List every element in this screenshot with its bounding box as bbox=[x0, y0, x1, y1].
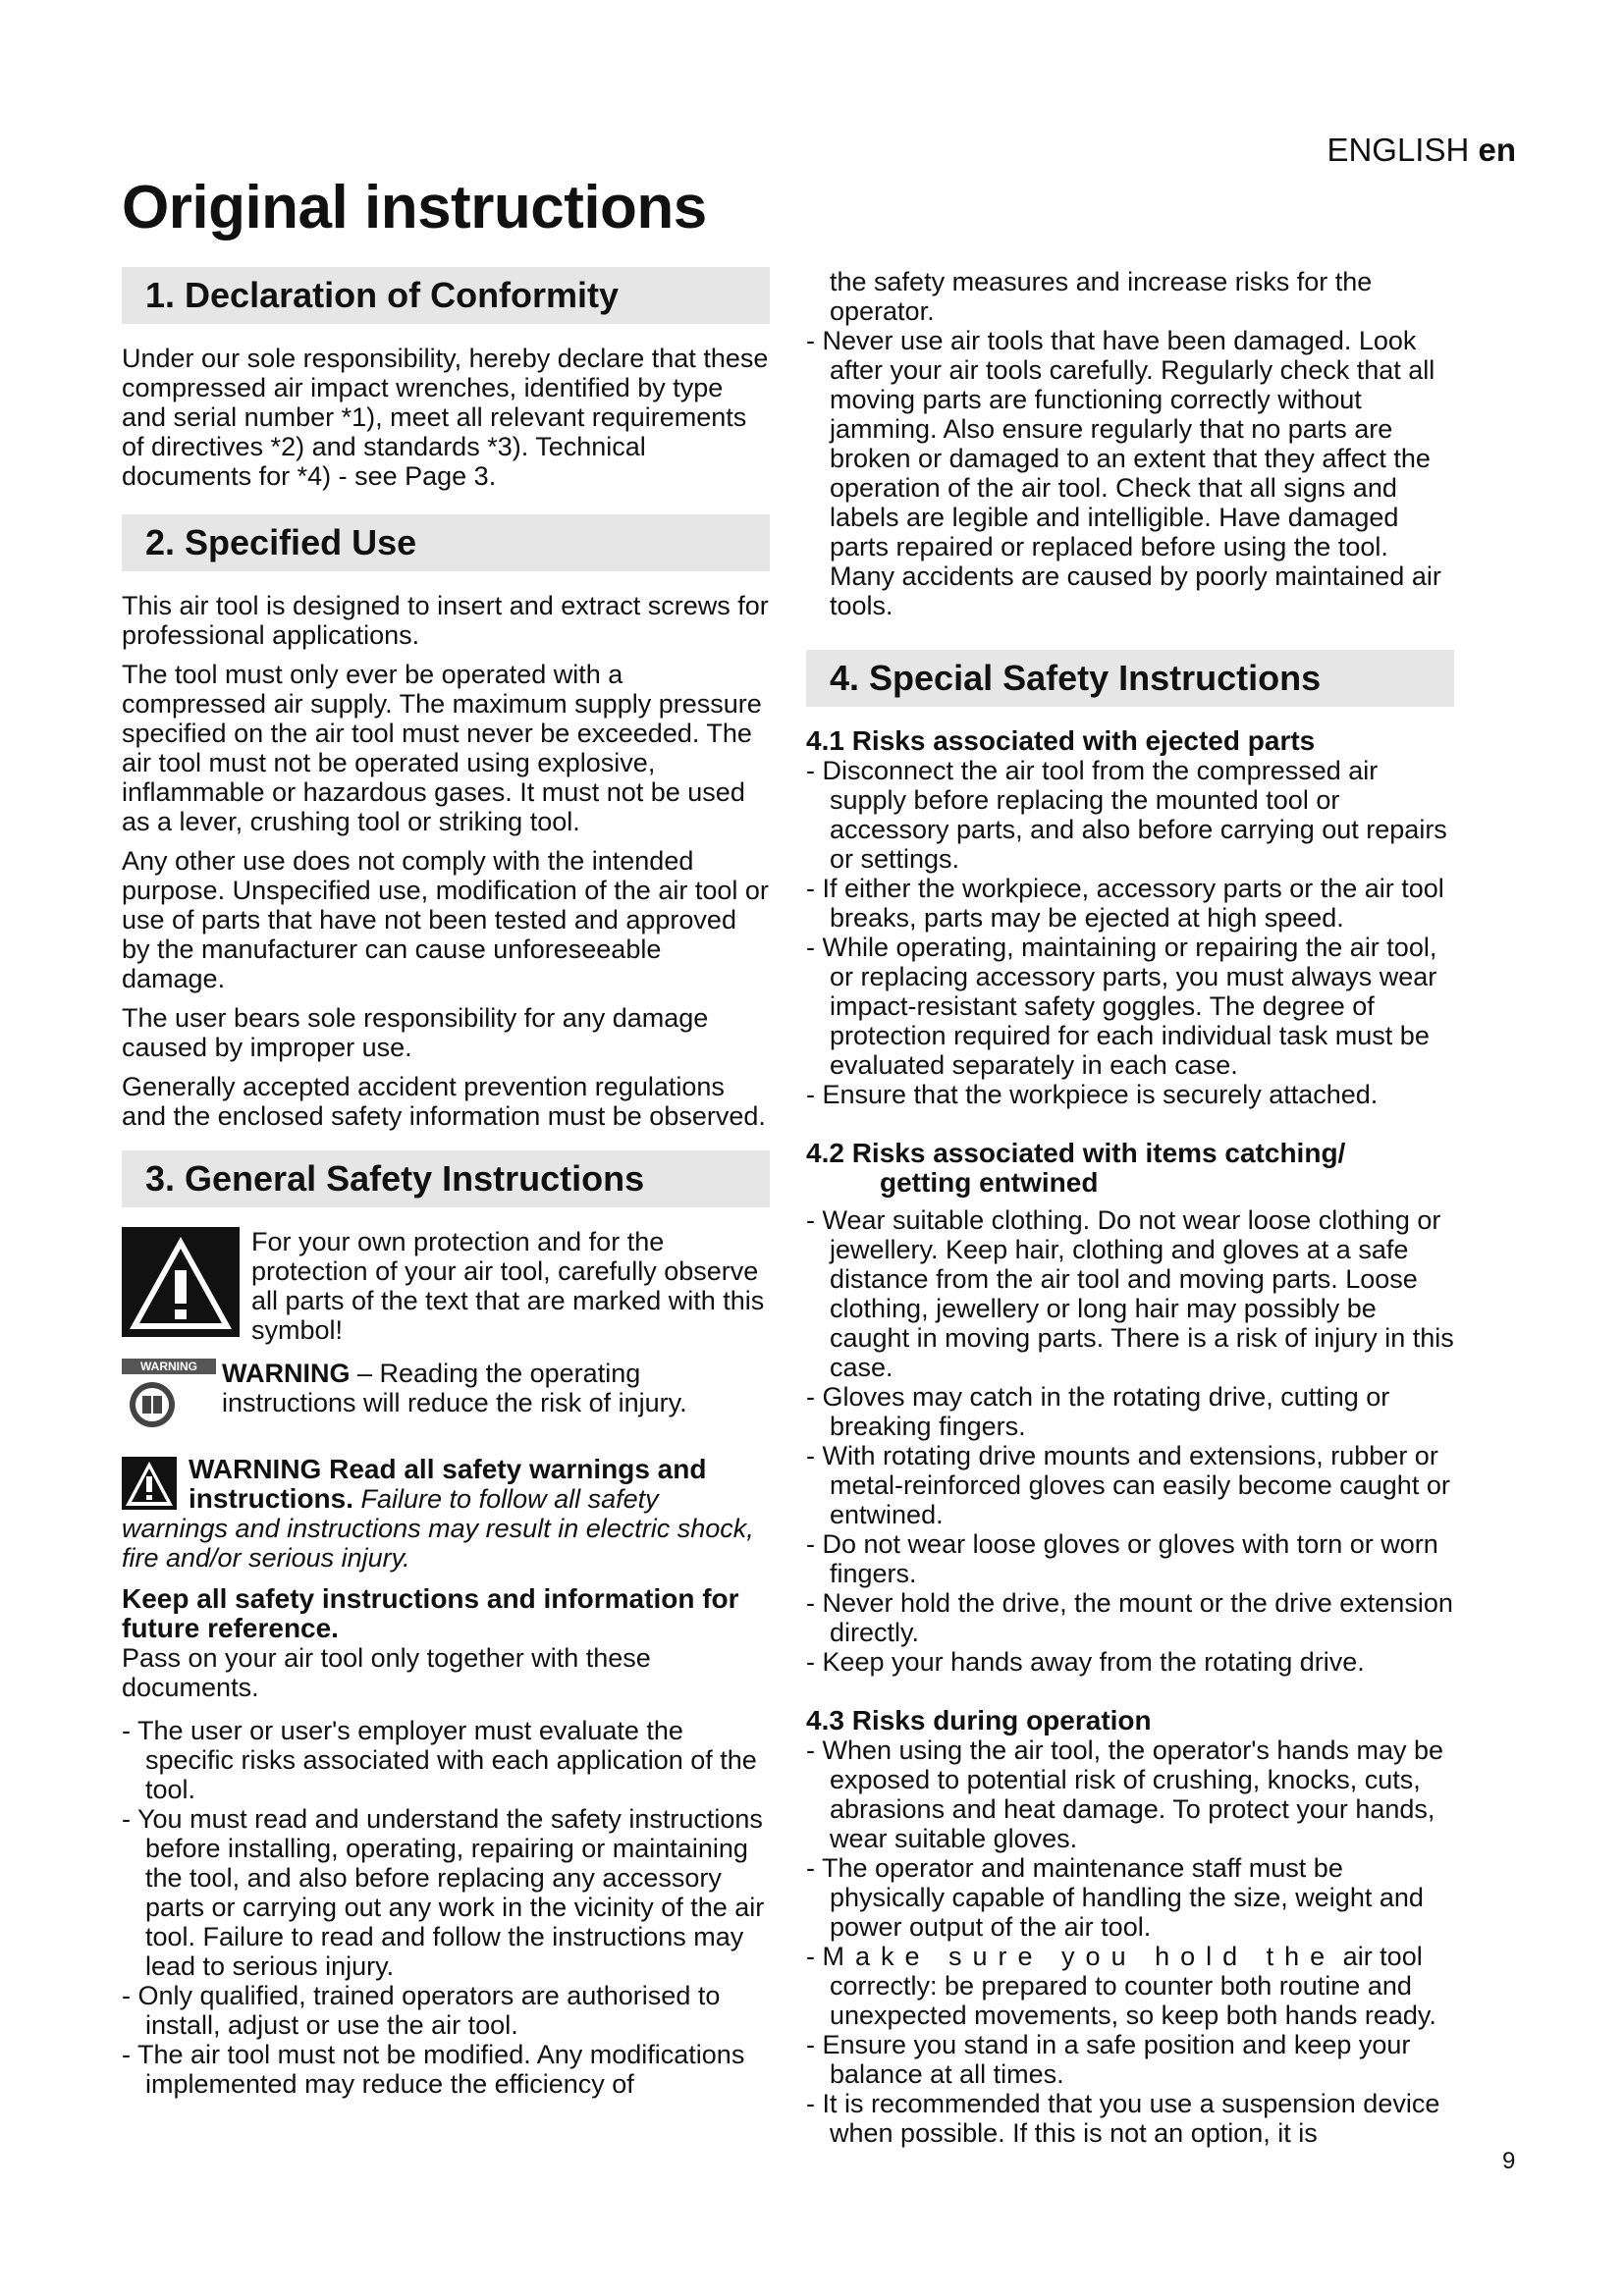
list-item: - You must read and understand the safety instructions before installing, operating, repairing or maintaining the tool, and also before replacing any accessory parts or carrying out any work in the vicinity of the air tool. Failure to read and follow the instructions may lead to serious injury. bbox=[122, 1804, 770, 1981]
list-item: - Ensure you stand in a safe position and keep your balance at all times. bbox=[806, 2030, 1454, 2089]
read-manual-warning bbox=[122, 1359, 770, 1429]
subsection-4-3-list bbox=[806, 1735, 1454, 2148]
section-2-para: The user bears sole responsibility for any damage caused by improper use. bbox=[122, 1003, 709, 1062]
subsection-4-1-list bbox=[806, 756, 1454, 1109]
subsection-4-2-list bbox=[806, 1205, 1454, 1677]
keep-instructions-bold: Keep all safety instructions and information for future reference. bbox=[122, 1583, 739, 1643]
symbol-notice bbox=[122, 1227, 770, 1345]
warning-label: WARNING bbox=[222, 1359, 351, 1388]
subsection-4-2-title: 4.2 Risks associated with items catching/ bbox=[806, 1138, 1346, 1168]
section-2-body bbox=[122, 591, 770, 1131]
warning-triangle-icon bbox=[122, 1227, 240, 1337]
keep-instructions bbox=[122, 1584, 770, 1702]
warning-badge: WARNING bbox=[122, 1359, 216, 1374]
continuation-text: the safety measures and increase risks for the operator. bbox=[830, 267, 1373, 326]
list-item: - With rotating drive mounts and extensions, rubber or metal-reinforced gloves can easily become caught or entwined. bbox=[806, 1441, 1454, 1529]
read-warning-bold: WARNING Read all safety warnings and instructions. bbox=[189, 1454, 707, 1514]
list-item: - When using the air tool, the operator's hands may be exposed to potential risk of crushing, knocks, cuts, abrasions and heat damage. To protect your hands, wear suitable gloves. bbox=[806, 1735, 1454, 1853]
list-item: - It is recommended that you use a suspension device when possible. If this is not an option, it is bbox=[806, 2089, 1454, 2148]
spaced-rest-text: air tool correctly: be prepared to counter both routine and unexpected movements, so keep both hands ready. bbox=[830, 1942, 1436, 2030]
list-item: - Disconnect the air tool from the compressed air supply before replacing the mounted tool or accessory parts, and also before carrying out repairs or settings. bbox=[806, 756, 1454, 874]
read-warning-italic: Failure to follow all safety warnings and instructions may result in electric shock, fire and/or serious injury. bbox=[122, 1484, 754, 1573]
list-item: - Do not wear loose gloves or gloves with torn or worn fingers. bbox=[806, 1529, 1454, 1588]
list-item: - The user or user's employer must evaluate the specific risks associated with each application of the tool. bbox=[122, 1716, 770, 1804]
general-safety-list bbox=[122, 1716, 770, 2099]
section-4-heading: 4. Special Safety Instructions bbox=[806, 650, 1454, 707]
language-code: en bbox=[1478, 132, 1516, 168]
list-item bbox=[806, 1942, 1454, 2030]
read-all-warnings-text bbox=[122, 1455, 770, 1573]
list-item: - While operating, maintaining or repairing the air tool, or replacing accessory parts, you must always wear impact-resistant safety goggles. The degree of protection required for each individual task must be evaluated separately in each case. bbox=[806, 933, 1454, 1080]
right-column bbox=[806, 267, 1454, 2148]
symbol-notice-text: For your own protection and for the protection of your air tool, carefully observe all parts of the text that are marked with this symbol! bbox=[251, 1227, 765, 1345]
read-manual-text bbox=[222, 1359, 770, 1417]
spaced-text: Make sure you hold the bbox=[822, 1942, 1336, 1971]
page-language bbox=[1326, 132, 1516, 169]
list-item: - Ensure that the workpiece is securely attached. bbox=[806, 1080, 1454, 1109]
language-label: ENGLISH bbox=[1326, 132, 1470, 168]
section-3-heading: 3. General Safety Instructions bbox=[122, 1150, 770, 1207]
section-1-heading: 1. Declaration of Conformity bbox=[122, 267, 770, 324]
list-item: - Never use air tools that have been damaged. Look after your air tools carefully. Regularly check that all moving parts are functioning correctly without jamming. Also ensure regularly that no parts are broken or damaged to an extent that they affect the operation of the air tool. Check that all signs and labels are legible and intelligible. Have damaged parts repaired or replaced before using the tool. Many accidents are caused by poorly maintained air tools. bbox=[806, 326, 1454, 620]
subsection-4-1-title: 4.1 Risks associated with ejected parts bbox=[806, 725, 1316, 756]
page-number: 9 bbox=[1502, 2148, 1516, 2174]
warning-text: – Reading the operating instructions will reduce the risk of injury. bbox=[222, 1359, 687, 1417]
page-title: Original instructions bbox=[122, 174, 707, 241]
list-item: - The air tool must not be modified. Any modifications implemented may reduce the efficiency of bbox=[122, 2040, 770, 2099]
subsection-4-3-title: 4.3 Risks during operation bbox=[806, 1705, 1152, 1735]
continuation-list bbox=[806, 326, 1454, 620]
left-column bbox=[122, 267, 770, 2099]
list-item: - Only qualified, trained operators are authorised to install, adjust or use the air tool. bbox=[122, 1981, 770, 2040]
read-manual-icon bbox=[128, 1380, 216, 1429]
section-2-para: Any other use does not comply with the intended purpose. Unspecified use, modification of the air tool or use of parts that have not been tested and approved by the manufacturer can cause unforeseeable damage. bbox=[122, 846, 769, 993]
section-2-para: Generally accepted accident prevention regulations and the enclosed safety information must be observed. bbox=[122, 1072, 766, 1131]
list-item: - Gloves may catch in the rotating drive, cutting or breaking fingers. bbox=[806, 1382, 1454, 1441]
section-1-body: Under our sole responsibility, hereby declare that these compressed air impact wrenches, identified by type and serial number *1), meet all relevant requirements of directives *2) and standards *3). Technical documents for *4) - see Page 3. bbox=[122, 344, 769, 491]
keep-instructions-text: Pass on your air tool only together with these documents. bbox=[122, 1643, 651, 1702]
section-2-para: This air tool is designed to insert and extract screws for professional applications. bbox=[122, 591, 769, 650]
read-all-warnings bbox=[122, 1455, 770, 1573]
list-item: - Keep your hands away from the rotating drive. bbox=[806, 1647, 1454, 1677]
list-item: - The operator and maintenance staff must be physically capable of handling the size, weight and power output of the air tool. bbox=[806, 1853, 1454, 1942]
list-item: - If either the workpiece, accessory parts or the air tool breaks, parts may be ejected at high speed. bbox=[806, 874, 1454, 933]
section-2-para: The tool must only ever be operated with a compressed air supply. The maximum supply pressure specified on the air tool must never be exceeded. The air tool must not be operated using explosive, inflammable or hazardous gases. It must not be used as a lever, crushing tool or striking tool. bbox=[122, 660, 762, 836]
section-2-heading: 2. Specified Use bbox=[122, 514, 770, 571]
list-item: - Wear suitable clothing. Do not wear loose clothing or jewellery. Keep hair, clothing and gloves at a safe distance from the air tool and moving parts. Loose clothing, jewellery or long hair may possibly be caught in moving parts. There is a risk of injury in this case. bbox=[806, 1205, 1454, 1382]
subsection-4-2-title-line2: getting entwined bbox=[880, 1167, 1099, 1198]
list-item: - Never hold the drive, the mount or the drive extension directly. bbox=[806, 1588, 1454, 1647]
small-warning-triangle-icon bbox=[122, 1457, 177, 1510]
read-manual-icon-group bbox=[122, 1359, 216, 1429]
